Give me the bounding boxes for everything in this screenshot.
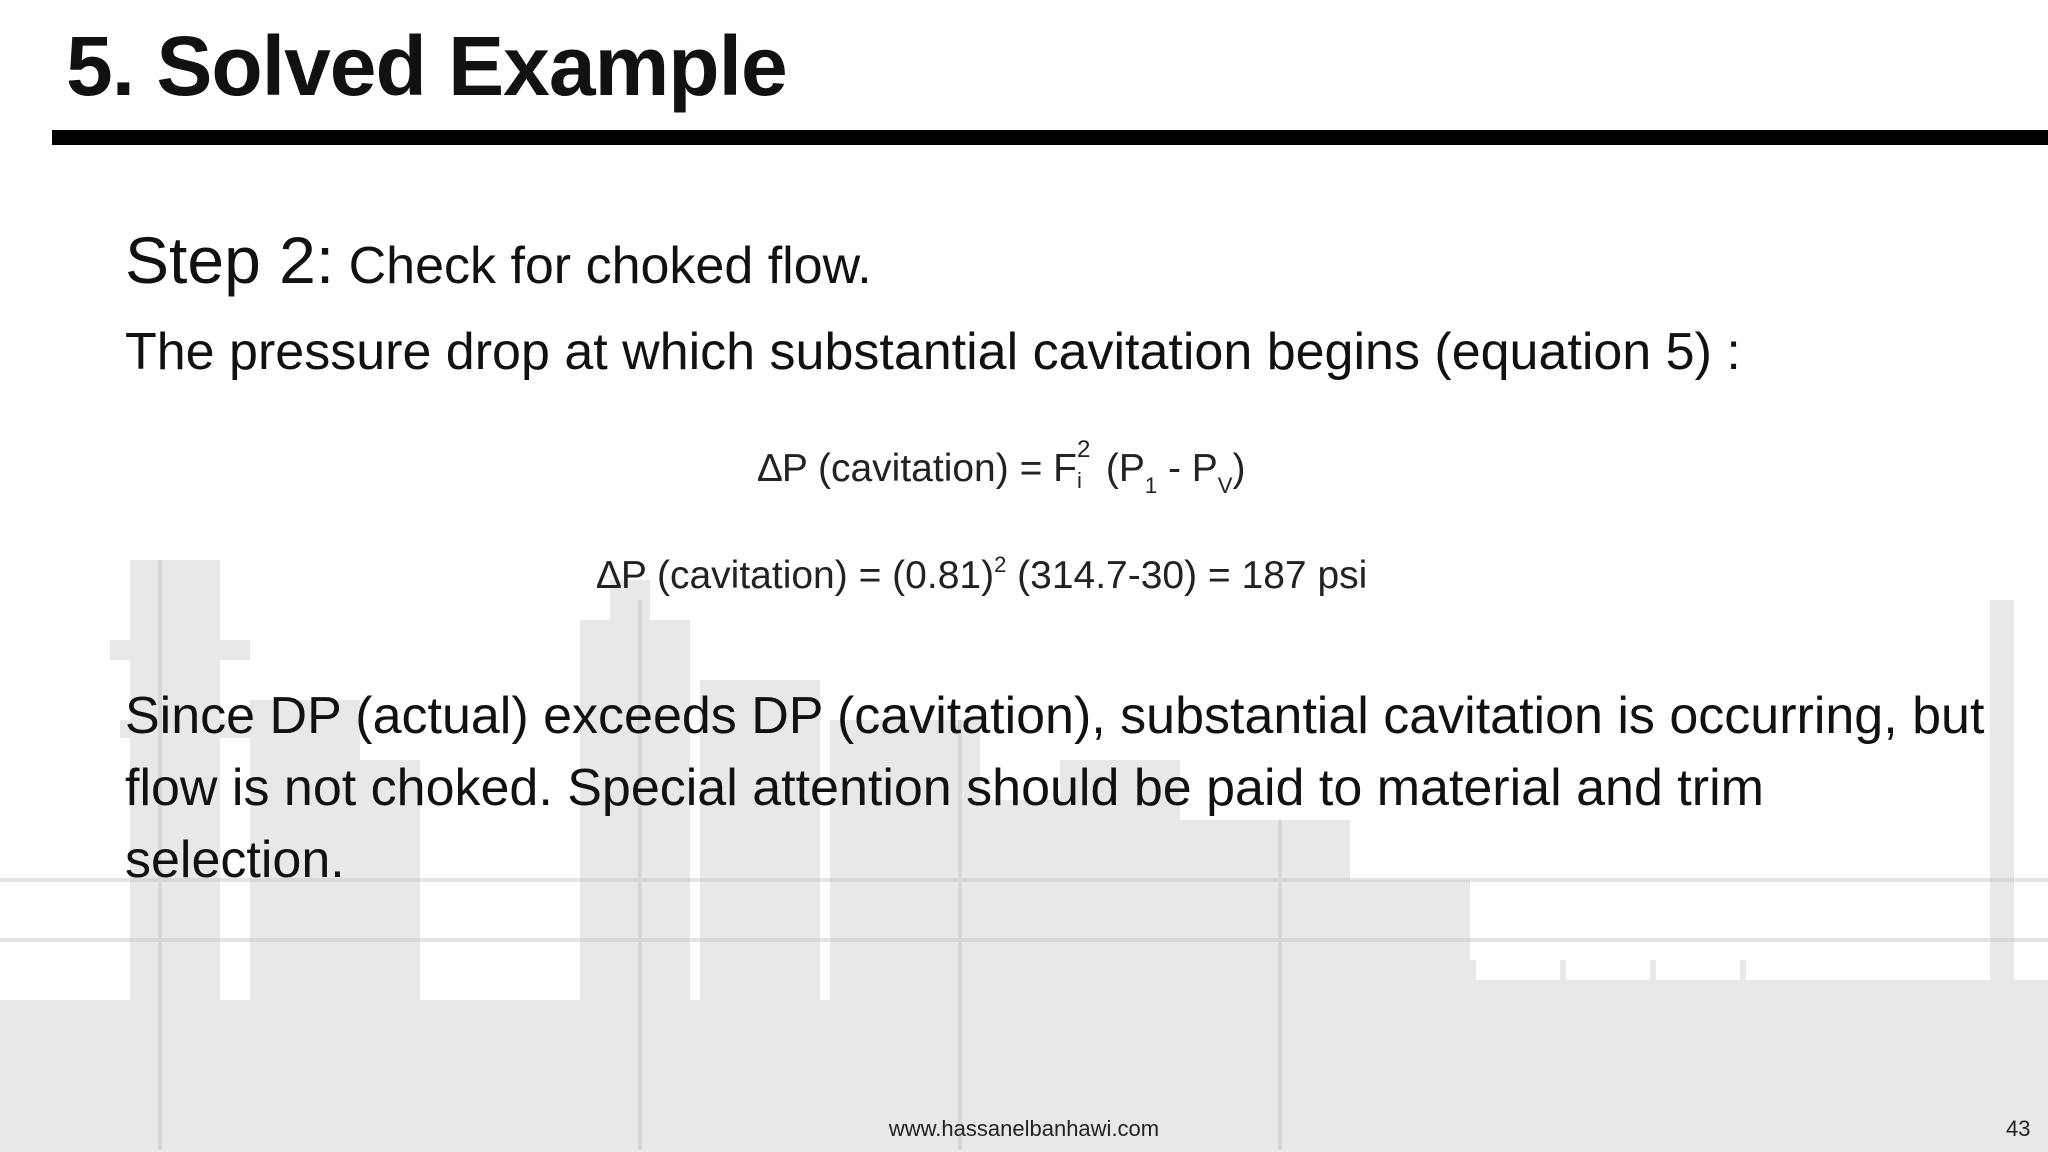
slide-title: 5. Solved Example	[66, 19, 787, 113]
f-subscript: i	[1077, 468, 1082, 493]
formula-end: )	[1232, 447, 1246, 490]
footer-url: www.hassanelbanhawi.com	[888, 1116, 1160, 1141]
formula-lhs: ∆P (cavitation) = F	[758, 447, 1078, 490]
step-heading	[125, 222, 872, 298]
step-label: Step 2:	[125, 223, 335, 297]
cavitation-calculation	[597, 552, 1367, 598]
formula-minus-pv: - P	[1157, 447, 1218, 490]
title-underline	[52, 130, 2048, 145]
page-number: 43	[2006, 1116, 2031, 1141]
formula-p1: (P	[1095, 447, 1145, 490]
f-superscript: 2	[1077, 436, 1091, 463]
calc-superscript: 2	[994, 552, 1007, 577]
step-text: Check for choked flow.	[334, 237, 872, 295]
cavitation-formula	[758, 436, 1246, 499]
conclusion-text: Since DP (actual) exceeds DP (cavitation), substantial cavitation is occurring, but flow is not choked. Special attention should be paid to material and trim selection.	[125, 687, 1985, 889]
calc-rest: (314.7-30) = 187 psi	[1006, 554, 1368, 597]
intro-text: The pressure drop at which substantial cavitation begins (equation 5) :	[125, 323, 1741, 381]
pv-subscript: V	[1217, 473, 1233, 498]
f-index	[1077, 436, 1095, 493]
calc-lhs: ∆P (cavitation) = (0.81)	[597, 554, 995, 597]
p1-subscript: 1	[1144, 473, 1158, 498]
